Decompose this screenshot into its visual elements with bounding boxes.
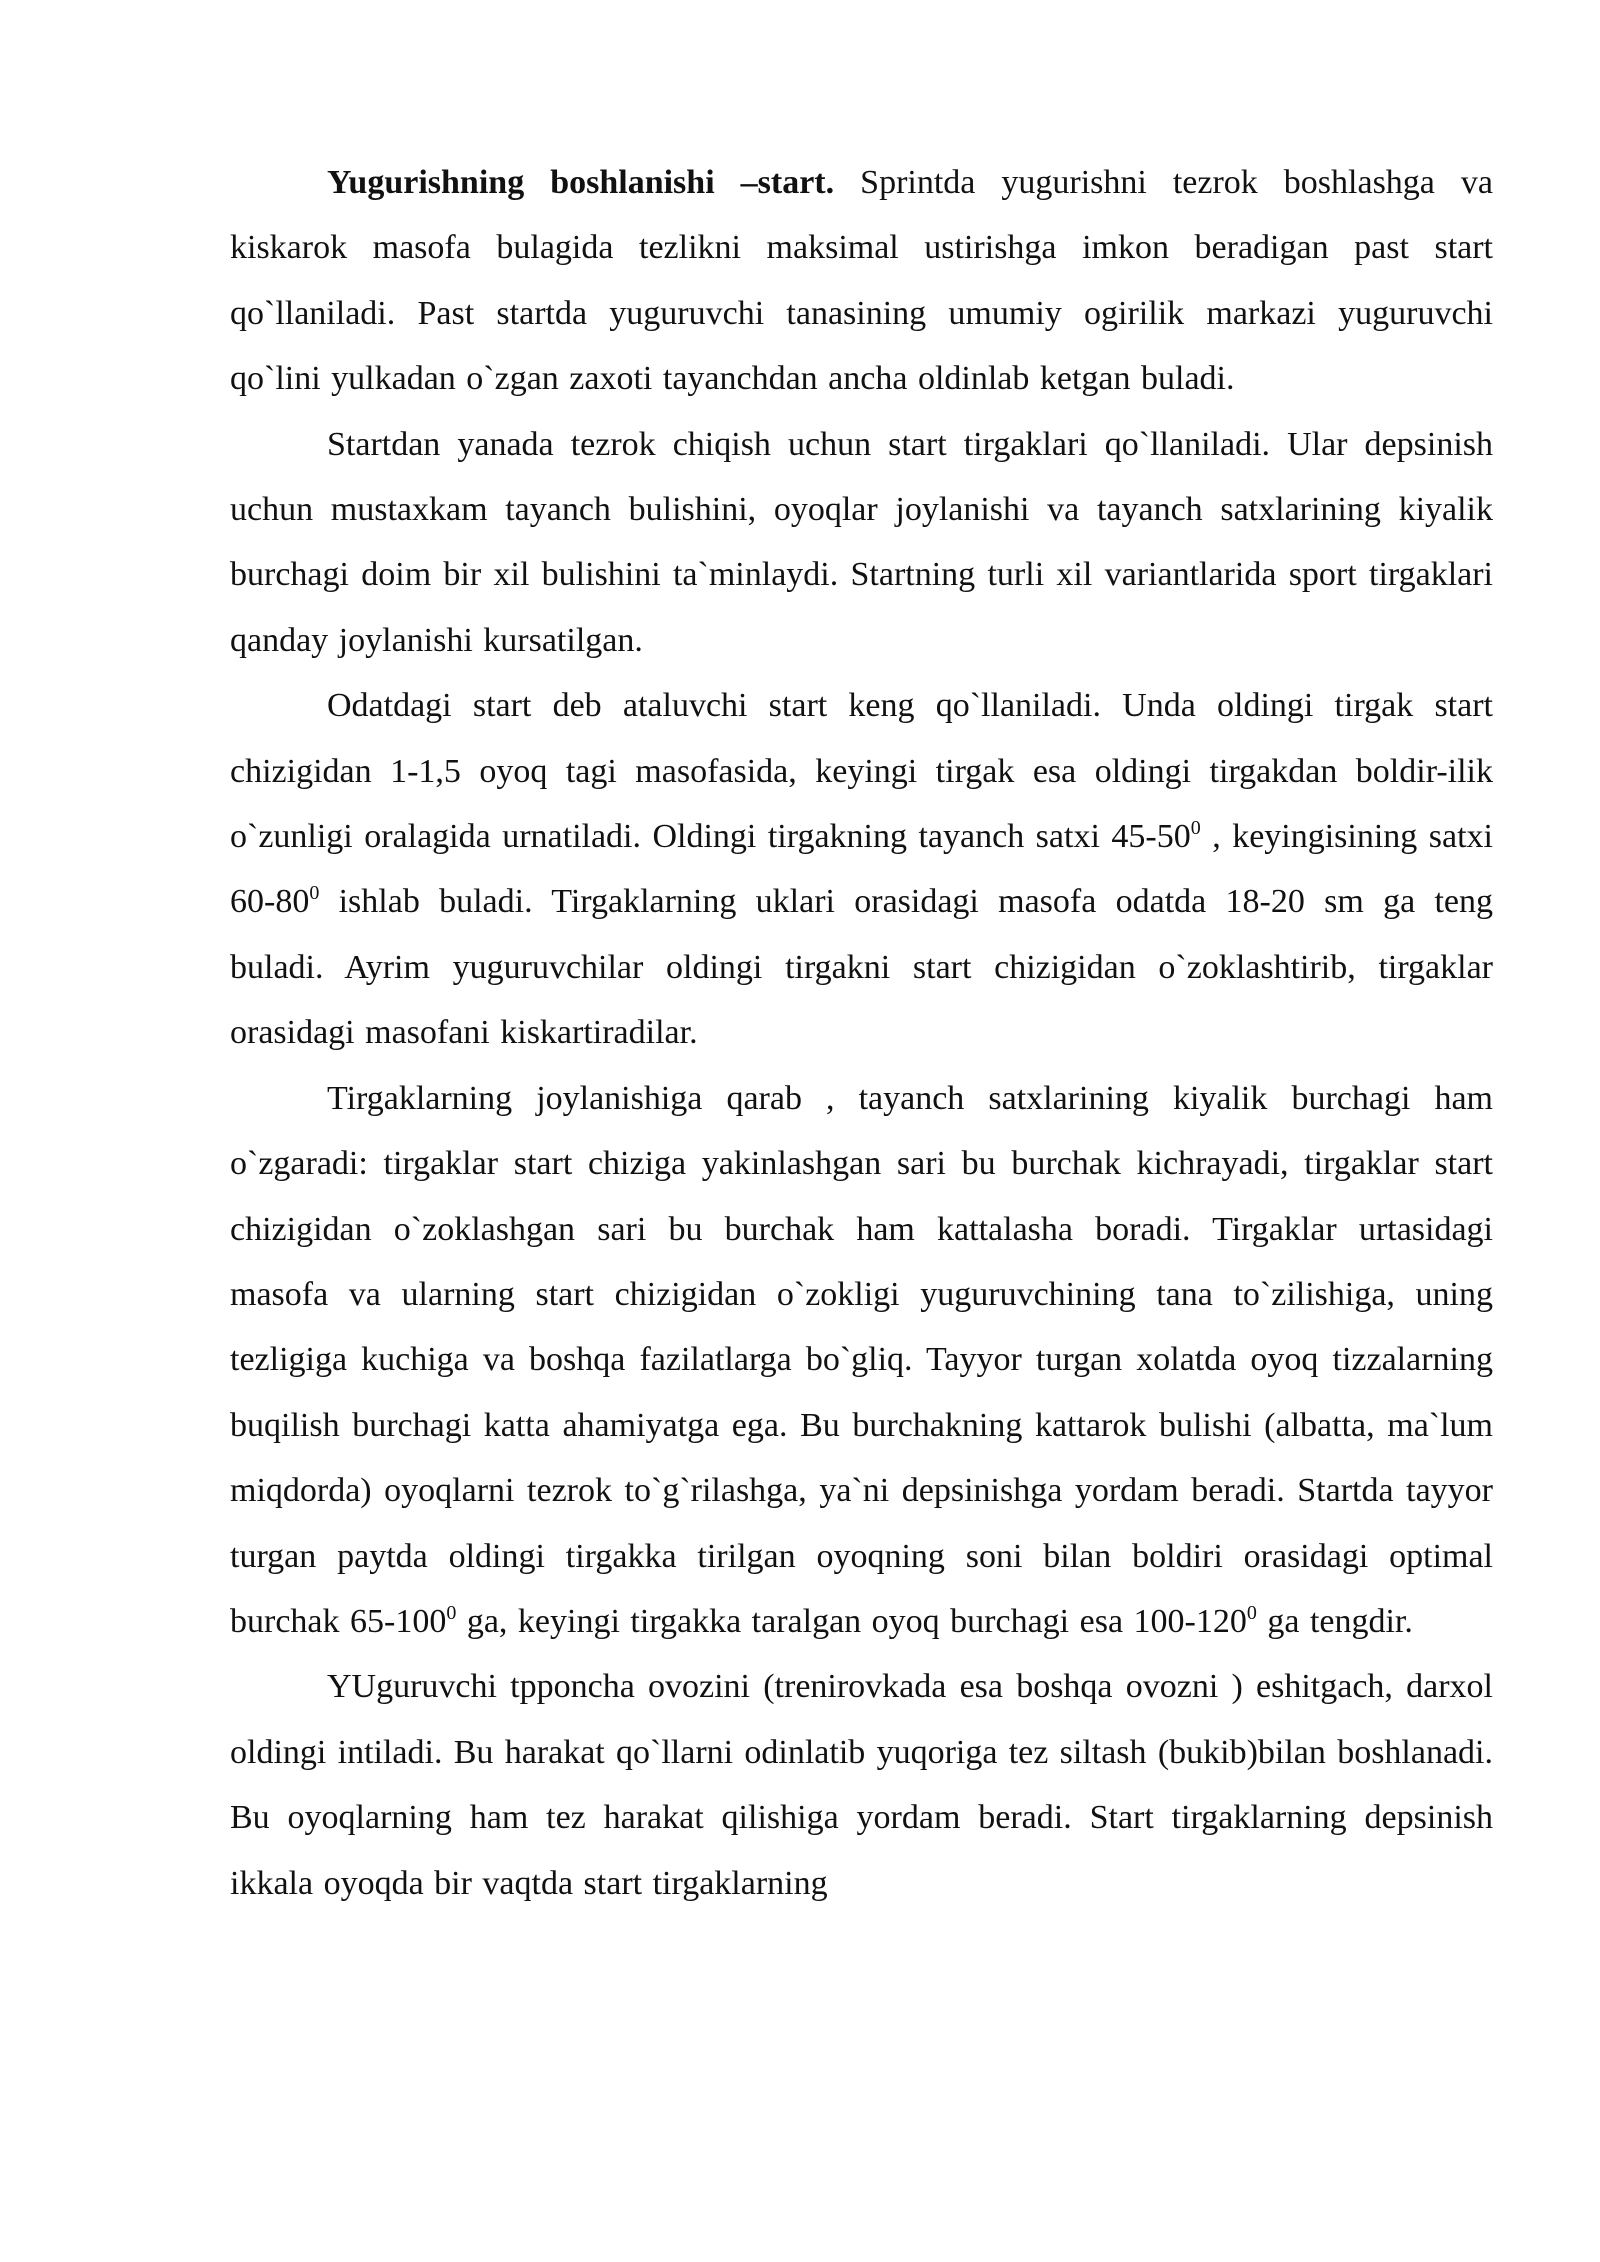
paragraph-start-blocks (230, 412, 1493, 674)
paragraph-start-signal (230, 1654, 1493, 1916)
paragraph-ordinary-start (230, 673, 1493, 1065)
paragraph-text: YUguruvchi tpponcha ovozini (trenirovkada esa boshqa ovozni ) eshitgach, darxol oldingi intiladi. Bu harakat qo`llarni odinlatib yuqoriga tez siltash (bukib)bilan boshlanadi. Bu oyoqlarning ham tez harakat qilishiga yordam beradi. Start tirgaklarning depsinish ikkala oyoqda bir vaqtda start tirgaklarning (230, 1668, 1493, 1902)
section-heading: Yugurishning boshlanishi –start. (327, 164, 835, 201)
paragraph-text: Sprintda yugurishni tezrok boshlashga va kiskarok masofa bulagida tezlikni maksimal ustirishga imkon beradigan past start qo`llaniladi. Past startda yuguruvchi tanasining umumiy ogirilik markazi yuguruvchi qo`lini yulkadan o`zgan zaxoti tayanchdan ancha oldinlab ketgan buladi. (230, 164, 1494, 398)
paragraph-text: ga tengdir. (1256, 1602, 1413, 1640)
paragraph-start-definition (230, 150, 1493, 412)
paragraph-text: ishlab buladi. Tirgaklarning uklari orasidagi masofa odatda 18-20 sm ga teng buladi. Ayrim yuguruvchilar oldingi tirgakni start chizigidan o`zoklashtirib, tirgaklar orasidagi masofani kiskartiradilar. (230, 883, 1493, 1052)
degree-superscript: 0 (1190, 817, 1201, 840)
degree-superscript: 0 (446, 1601, 457, 1624)
degree-superscript: 0 (309, 882, 320, 905)
paragraph-block-angles (230, 1066, 1493, 1655)
paragraph-text: Tirgaklarning joylanishiga qarab , tayanch satxlarining kiyalik burchagi ham o`zgaradi: tirgaklar start chiziga yakinlashgan sari bu burchak kichrayadi, tirgaklar start chizigidan o`zoklashgan sari bu burchak ham kattalasha boradi. Tirgaklar urtasidagi masofa va ularning start chizigidan o`zokligi yuguruvchining tana to`zilishiga, uning tezligiga kuchiga va boshqa fazilatlarga bo`gliq. Tayyor turgan xolatda oyoq tizzalarning buqilish burchagi katta ahamiyatga ega. Bu burchakning kattarok bulishi (albatta, ma`lum miqdorda) oyoqlarni tezrok to`g`rilashga, ya`ni depsinishga yordam beradi. Startda tayyor turgan paytda oldingi tirgakka tirilgan oyoqning soni bilan boldiri orasidagi optimal burchak 65-100 (230, 1079, 1493, 1640)
paragraph-text: , keyingisining satxi 60-80 (230, 818, 1493, 921)
paragraph-text: Startdan yanada tezrok chiqish uchun start tirgaklari qo`llaniladi. Ular depsinish uchun mustaxkam tayanch bulishini, oyoqlar joylanishi va tayanch satxlarining kiyalik burchagi doim bir xil bulishini ta`minlaydi. Startning turli xil variantlarida sport tirgaklari qanday joylanishi kursatilgan. (230, 425, 1493, 659)
degree-superscript: 0 (1246, 1601, 1257, 1624)
document-page (230, 150, 1493, 1916)
paragraph-text: Odatdagi start deb ataluvchi start keng qo`llaniladi. Unda oldingi tirgak start chizigidan 1-1,5 oyoq tagi masofasida, keyingi tirgak esa oldingi tirgakdan boldir-ilik o`zunligi oralagida urnatiladi. Oldingi tirgakning tayanch satxi 45-50 (230, 687, 1493, 856)
paragraph-text: ga, keyingi tirgakka taralgan oyoq burchagi esa 100-120 (456, 1602, 1247, 1640)
